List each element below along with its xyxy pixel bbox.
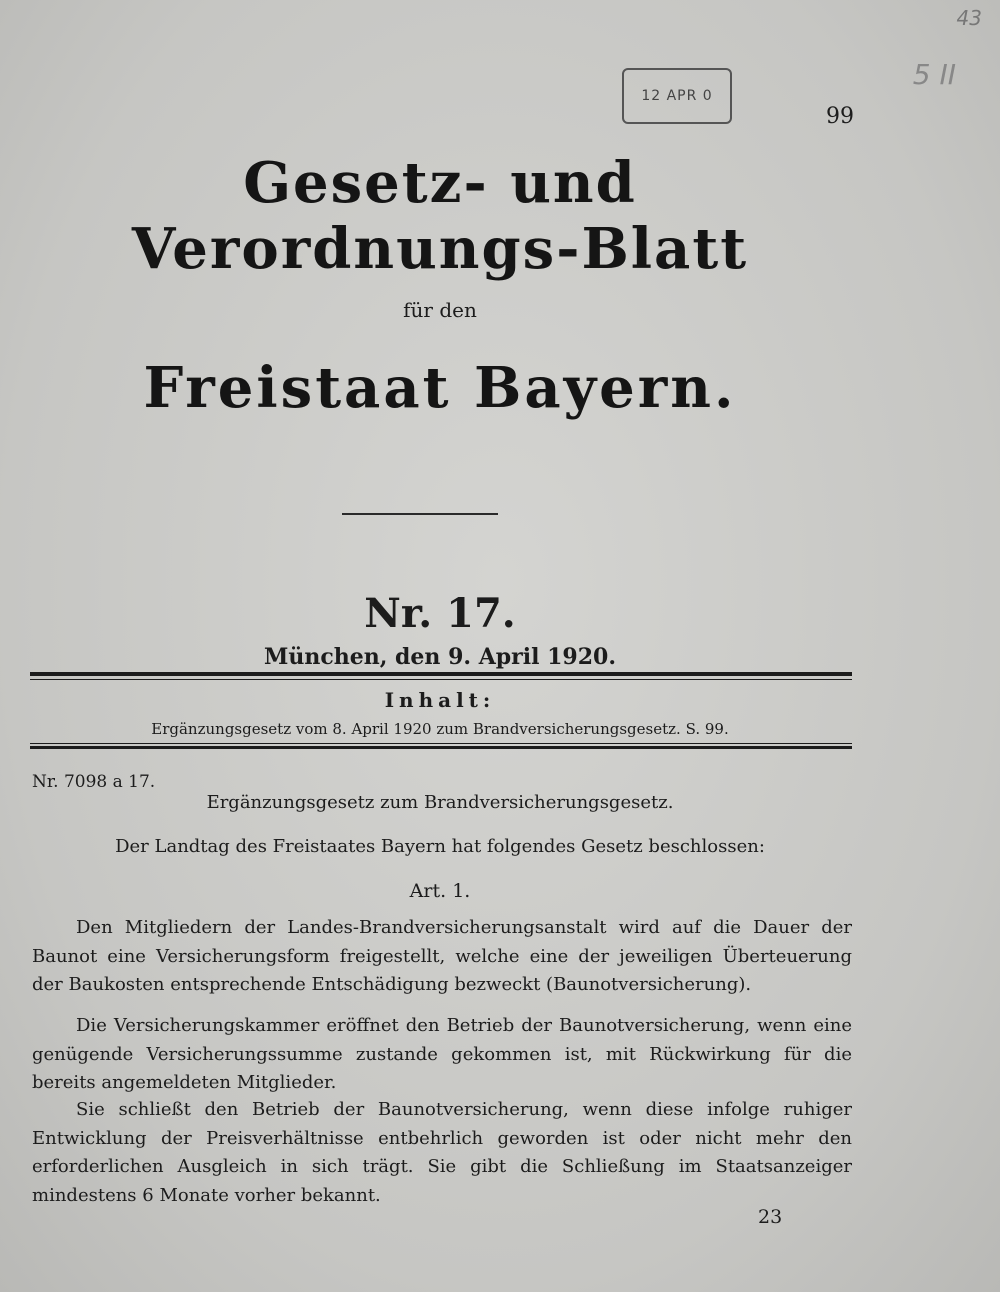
handwritten-margin-note: 5 II bbox=[912, 58, 956, 91]
law-title: Ergänzungsgesetz zum Brandversicherungsgesetz. bbox=[206, 792, 674, 813]
sheet-signature: 23 bbox=[758, 1206, 783, 1228]
gazette-title: Gesetz- und Verordnungs-Blatt bbox=[131, 150, 749, 282]
article-paragraph: Die Versicherungskammer eröffnet den Betrieb der Baunotversicherung, wenn eine genügende Versicherungssumme zustande gekommen ist, mit Rückwirkung für die bereits angemeldeten Mitglieder. bbox=[32, 1015, 852, 1093]
article-paragraph: Sie schließt den Betrieb der Baunotversicherung, wenn diese infolge ruhiger Entwicklung der Preisverhältnisse entbehrlich geworden ist oder nicht mehr den erforderlichen Ausgleich in sich trägt. Sie gibt die Schließung im Staatsanzeiger mindestens 6 Monate vorher bekannt. bbox=[32, 1099, 852, 1206]
rule-bottom-thin bbox=[30, 743, 852, 744]
contents-entry: Ergänzungsgesetz vom 8. April 1920 zum Brandversicherungsgesetz. S. 99. bbox=[151, 720, 729, 738]
title-connector: für den bbox=[403, 298, 477, 322]
handwritten-corner-note: 43 bbox=[956, 6, 982, 30]
dateline: München, den 9. April 1920. bbox=[263, 644, 616, 670]
issue-number: Nr. 17. bbox=[364, 590, 516, 637]
title-divider bbox=[342, 513, 498, 515]
received-stamp bbox=[622, 68, 732, 124]
rule-top-thick bbox=[30, 672, 852, 676]
state-name: Freistaat Bayern. bbox=[143, 355, 737, 421]
preamble: Der Landtag des Freistaates Bayern hat folgendes Gesetz beschlossen: bbox=[115, 836, 765, 857]
rule-top-thin bbox=[30, 679, 852, 680]
article-paragraph: Den Mitgliedern der Landes-Brandversicherungsanstalt wird auf die Dauer der Baunot eine Versicherungsform freigestellt, welche eine der jeweiligen Überteuerung der Baukosten entsprechende Entschädigung bezweckt (Baunotversicherung). bbox=[32, 917, 852, 995]
stamp-text: 12 APR 0 bbox=[641, 88, 713, 104]
contents-heading: Inhalt: bbox=[384, 688, 496, 712]
page-number: 99 bbox=[826, 104, 854, 129]
rule-bottom-thick bbox=[30, 746, 852, 749]
article-heading: Art. 1. bbox=[409, 880, 471, 902]
document-number: Nr. 7098 a 17. bbox=[32, 772, 156, 792]
